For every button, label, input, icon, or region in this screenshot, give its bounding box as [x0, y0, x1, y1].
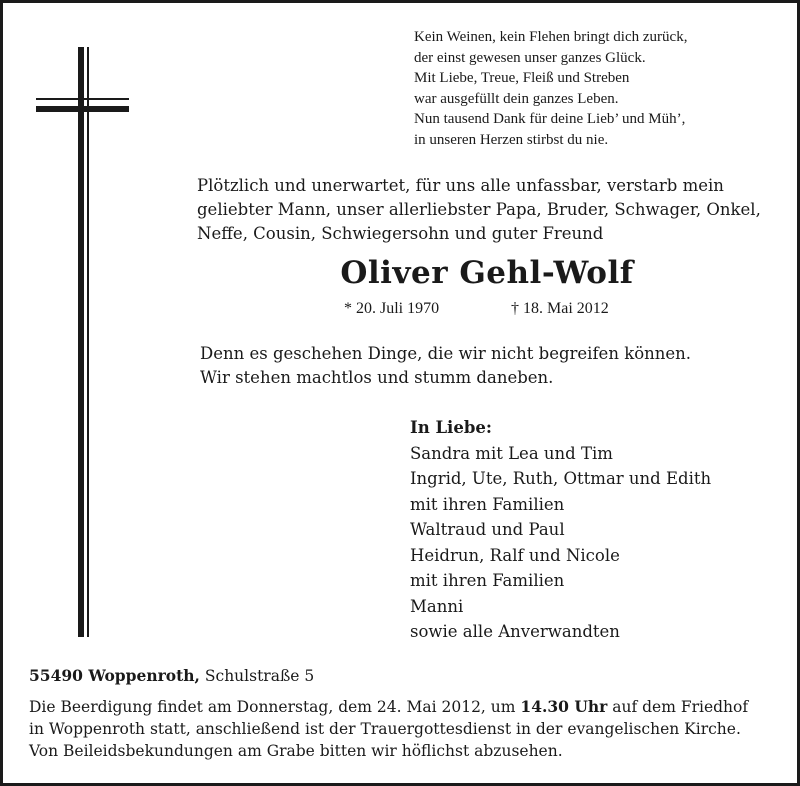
mourners-heading: In Liebe:	[410, 418, 492, 437]
deceased-name: Oliver Gehl-Wolf	[340, 255, 634, 291]
mourner-line: Ingrid, Ute, Ruth, Ottmar und Edith	[410, 469, 712, 488]
funeral-details-line: in Woppenroth statt, anschließend ist der Trauergottesdienst in der evangelischen Kirche.	[29, 720, 741, 738]
cross-horizontal-bar	[36, 106, 129, 112]
poem-line: war ausgefüllt dein ganzes Leben.	[414, 90, 619, 107]
poem	[414, 27, 687, 150]
announcement-line: Plötzlich und unerwartet, für uns alle unfassbar, verstarb mein	[197, 176, 724, 195]
birth-date: * 20. Juli 1970	[344, 300, 440, 317]
poem-line: Kein Weinen, kein Flehen bringt dich zurück,	[414, 29, 688, 45]
saying	[200, 342, 691, 390]
cross-horizontal-thin-bar	[36, 98, 129, 100]
mourner-line: Waltraud und Paul	[410, 520, 565, 539]
funeral-details-text: Die Beerdigung findet am Donnerstag, dem 24. Mai 2012, um	[29, 698, 516, 716]
poem-line: Mit Liebe, Treue, Fleiß und Streben	[414, 70, 630, 86]
mourner-line: mit ihren Familien	[410, 494, 565, 514]
announcement-text	[197, 174, 761, 246]
mourner-line: Heidrun, Ralf und Nicole	[410, 545, 620, 565]
mourners-list	[410, 415, 711, 645]
saying-line: Denn es geschehen Dinge, die wir nicht begreifen können.	[200, 344, 692, 363]
funeral-details	[29, 696, 748, 762]
funeral-time: 14.30 Uhr	[520, 697, 608, 716]
address-town: 55490 Woppenroth,	[29, 666, 200, 685]
death-date: † 18. Mai 2012	[511, 300, 609, 317]
funeral-details-line: Von Beileidsbekundungen am Grabe bitten wir höflichst abzusehen.	[29, 742, 563, 760]
mourner-line: Manni	[410, 596, 464, 616]
poem-line: Nun tausend Dank für deine Lieb’ und Müh’,	[414, 111, 686, 127]
announcement-line: geliebter Mann, unser allerliebster Papa, Bruder, Schwager, Onkel,	[197, 200, 761, 219]
funeral-details-line	[29, 696, 748, 718]
cross-vertical-thin-bar	[87, 47, 89, 637]
funeral-details-text: auf dem Friedhof	[612, 698, 749, 716]
family-address	[29, 666, 314, 685]
poem-line: der einst gewesen unser ganzes Glück.	[414, 49, 646, 66]
poem-line: in unseren Herzen stirbst du nie.	[414, 131, 609, 148]
address-street: Schulstraße 5	[204, 667, 315, 685]
saying-line: Wir stehen machtlos und stumm daneben.	[200, 368, 554, 387]
cross-vertical-bar	[78, 47, 84, 637]
announcement-line: Neffe, Cousin, Schwiegersohn und guter Freund	[197, 224, 604, 243]
mourner-line: Sandra mit Lea und Tim	[410, 443, 613, 463]
mourner-line: mit ihren Familien	[410, 571, 565, 590]
mourner-line: sowie alle Anverwandten	[410, 622, 620, 641]
